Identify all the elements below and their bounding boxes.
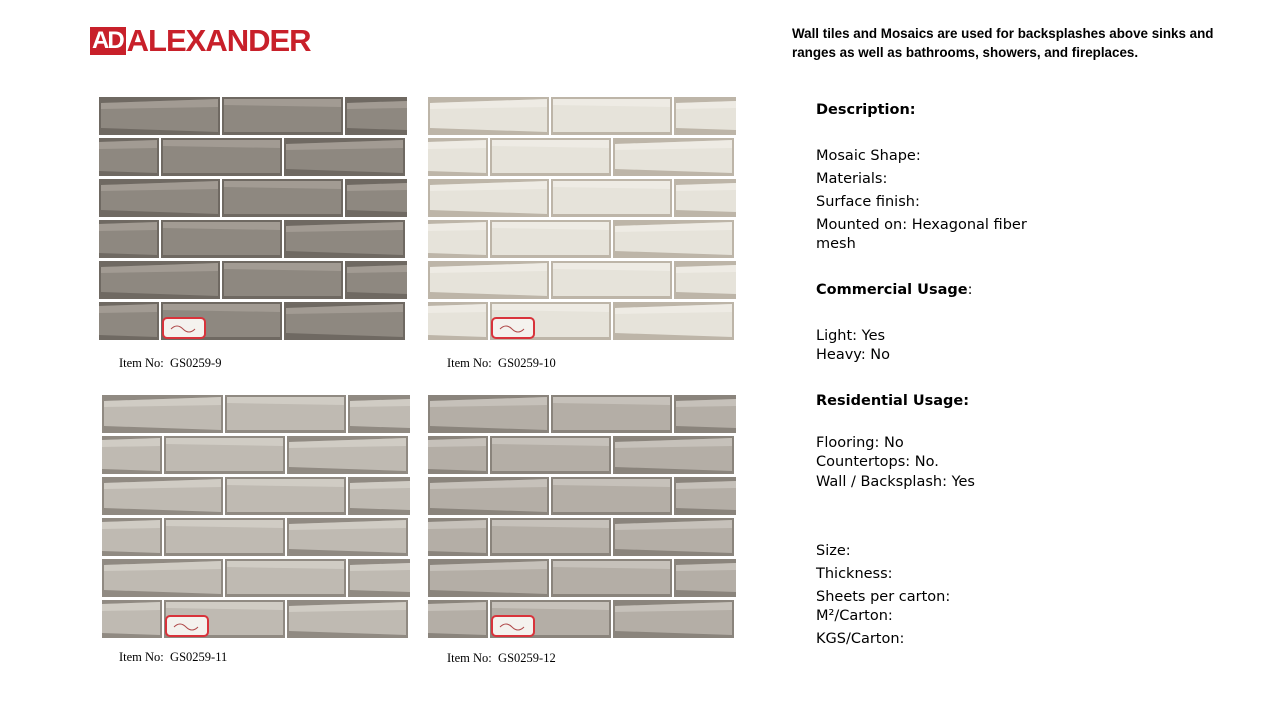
tile-brick [348,559,410,597]
tile-brick [428,261,549,299]
tile-brick [674,395,736,433]
tile-brick [428,220,488,258]
brand-logo [90,23,311,58]
tile-brick [428,97,549,135]
tile-brick [348,395,410,433]
intro-text: Wall tiles and Mosaics are used for backsplashes above sinks and ranges as well as bathrooms, showers, and fireplaces. [792,26,1214,60]
product-caption-2 [447,356,556,371]
tile-brick [613,436,734,474]
thickness: Thickness: [816,566,893,582]
tile-brick [613,302,734,340]
tile-brick [161,138,282,176]
sample-sticker [166,616,208,636]
tile-brick [225,395,346,433]
item-number: GS0259-9 [170,356,222,370]
tile-brick [161,220,282,258]
tile-brick [345,261,407,299]
mosaic-graphic [102,394,410,640]
tile-brick [428,179,549,217]
tile-brick [225,477,346,515]
tile-brick [99,138,159,176]
product-image-2 [428,96,736,342]
product-caption-3 [119,650,227,665]
residential-usage-heading: Residential Usage: [816,393,970,409]
size: Size: [816,543,851,559]
tile-brick [287,436,408,474]
tile-brick [551,261,672,299]
mosaic-graphic [428,394,736,640]
tile-brick [222,179,343,217]
logo-wordmark: ALEXANDER [126,23,311,58]
item-label: Item No: [447,651,492,665]
tile-brick [674,179,736,217]
commercial-usage-colon: : [967,282,973,298]
tile-brick [674,261,736,299]
tile-brick [551,97,672,135]
tile-brick [551,559,672,597]
tile-brick [490,436,611,474]
tile-brick [102,559,223,597]
tile-brick [674,97,736,135]
commercial-usage-label: Commercial Usage [816,282,968,298]
mosaic-graphic [428,96,736,342]
product-image-1 [99,96,407,342]
residential-flooring: Flooring: No [816,435,904,451]
tile-brick [102,477,223,515]
logo-ad-mark: AD [90,27,126,55]
item-label: Item No: [447,356,492,370]
surface-finish: Surface finish: [816,194,920,210]
tile-brick [99,179,220,217]
sample-sticker [492,318,534,338]
tile-brick [284,220,405,258]
tile-brick [99,261,220,299]
residential-wall: Wall / Backsplash: Yes [816,474,975,490]
product-image-4 [428,394,736,640]
tile-brick [490,220,611,258]
tile-brick [99,220,159,258]
item-label: Item No: [119,650,164,664]
mosaic-graphic [99,96,407,342]
tile-brick [99,97,220,135]
tile-brick [613,600,734,638]
tile-brick [102,436,162,474]
tile-brick [345,179,407,217]
product-caption-4 [447,651,556,666]
tile-brick [222,97,343,135]
kgs-per-carton: KGS/Carton: [816,631,905,647]
sample-sticker [163,318,205,338]
m2-per-carton: M²/Carton: [816,608,893,624]
materials: Materials: [816,171,888,187]
tile-brick [428,436,488,474]
tile-brick [287,518,408,556]
tile-brick [428,395,549,433]
tile-brick [674,559,736,597]
tile-brick [428,559,549,597]
description-heading: Description: [816,102,916,118]
tile-brick [99,302,159,340]
product-image-3 [102,394,410,640]
product-caption-1 [119,356,221,371]
tile-brick [551,179,672,217]
mounted-on: Mounted on: Hexagonal fiber mesh [816,217,1027,252]
tile-brick [102,600,162,638]
tile-brick [490,518,611,556]
commercial-heavy: Heavy: No [816,347,891,363]
tile-brick [428,302,488,340]
tile-brick [345,97,407,135]
tile-brick [284,138,405,176]
tile-brick [225,559,346,597]
tile-brick [613,138,734,176]
tile-brick [164,518,285,556]
tile-brick [490,138,611,176]
commercial-usage-heading [816,282,972,298]
tile-brick [674,477,736,515]
tile-brick [613,518,734,556]
tile-brick [428,600,488,638]
commercial-light: Light: Yes [816,328,886,344]
tile-brick [613,220,734,258]
tile-brick [428,477,549,515]
tile-brick [551,477,672,515]
mosaic-shape: Mosaic Shape: [816,148,921,164]
sample-sticker [492,616,534,636]
sheets-per-carton: Sheets per carton: [816,589,951,605]
tile-brick [164,436,285,474]
item-number: GS0259-11 [170,650,228,664]
tile-brick [222,261,343,299]
tile-brick [551,395,672,433]
item-label: Item No: [119,356,164,370]
tile-brick [284,302,405,340]
residential-countertops: Countertops: No. [816,454,939,470]
item-number: GS0259-12 [498,651,556,665]
tile-brick [428,518,488,556]
item-number: GS0259-10 [498,356,556,370]
tile-brick [102,395,223,433]
tile-brick [287,600,408,638]
tile-brick [428,138,488,176]
tile-brick [348,477,410,515]
tile-brick [102,518,162,556]
